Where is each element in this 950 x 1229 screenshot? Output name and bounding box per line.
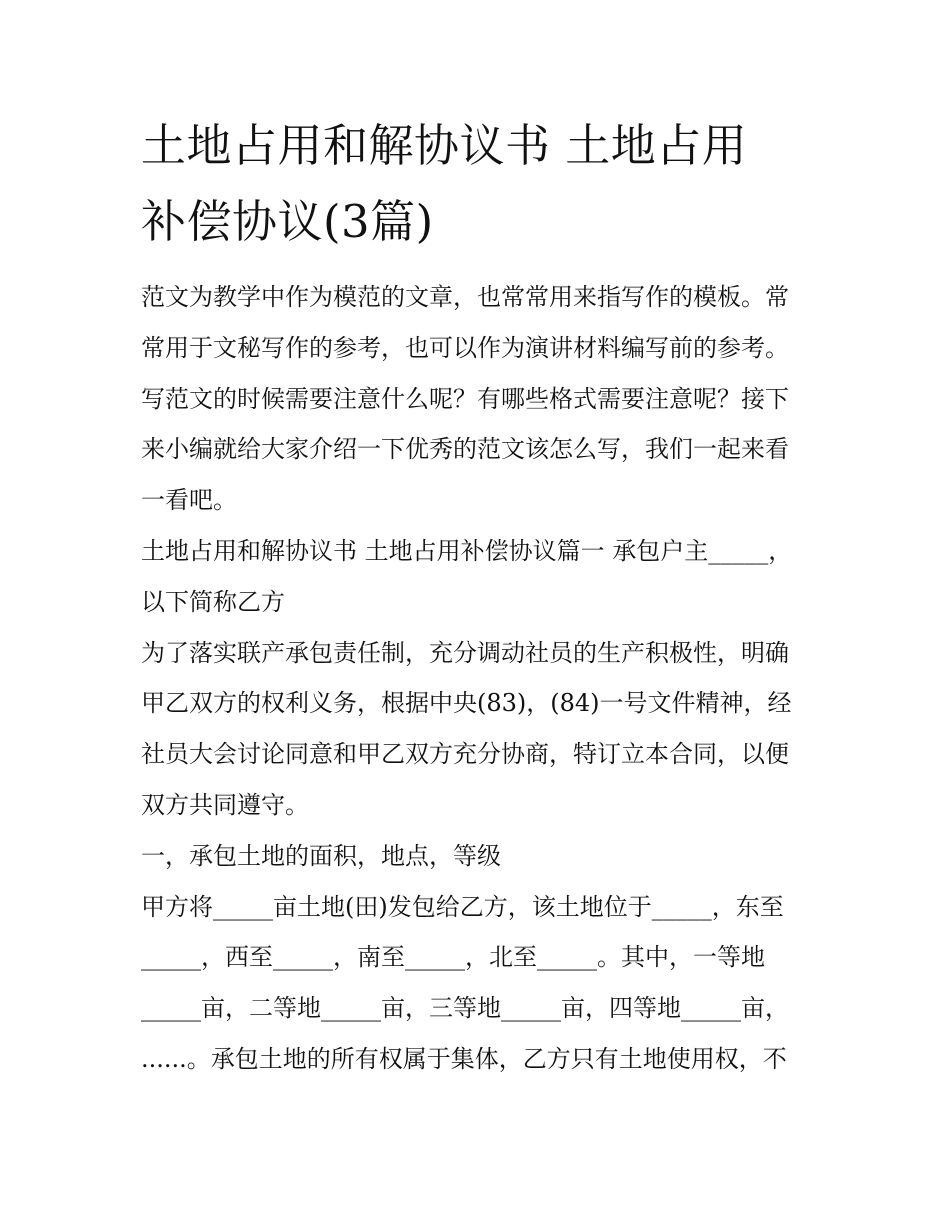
paragraph-purpose [141,628,831,831]
section-heading-1 [141,831,831,882]
document-content [141,108,831,1085]
text-line: 双方共同遵守。 [141,790,309,819]
text-line: 以下简称乙方 [141,587,285,616]
text-line: 甲乙双方的权利义务，根据中央(83)，(84)一号文件精神，经 [141,689,792,718]
text-line: ......。承包土地的所有权属于集体，乙方只有土地使用权，不 [141,1044,787,1073]
text-line: 常用于文秘写作的参考，也可以作为演讲材料编写前的参考。 [141,333,789,362]
text-line: _____，西至_____，南至_____，北至_____。其中，一等地 [141,943,765,972]
text-line: 甲方将_____亩土地(田)发包给乙方，该土地位于_____，东至 [141,892,784,921]
text-line: 写范文的时候需要注意什么呢？有哪些格式需要注意呢？接下 [141,384,789,413]
text-line: 来小编就给大家介绍一下优秀的范文该怎么写，我们一起来看 [141,435,789,464]
text-line: 为了落实联产承包责任制，充分调动社员的生产积极性，明确 [141,638,789,667]
document-title [141,108,831,260]
text-line: 社员大会讨论同意和甲乙双方充分协商，特订立本合同，以便 [141,740,789,769]
text-line: 一看吧。 [141,486,237,515]
title-line-1: 土地占用和解协议书 土地占用 [141,119,748,172]
text-line: 范文为教学中作为模范的文章，也常常用来指写作的模板。常 [141,283,789,311]
paragraph-intro [141,272,831,526]
title-line-2: 补偿协议(3篇) [141,195,434,248]
text-line: 一，承包土地的面积，地点，等级 [141,841,501,870]
paragraph-agreement-heading [141,526,831,628]
text-line: _____亩，二等地_____亩，三等地_____亩，四等地_____亩， [141,994,789,1023]
text-line: 土地占用和解协议书 土地占用补偿协议篇一 承包户主_____， [141,536,793,565]
paragraph-land-details [141,882,831,1085]
